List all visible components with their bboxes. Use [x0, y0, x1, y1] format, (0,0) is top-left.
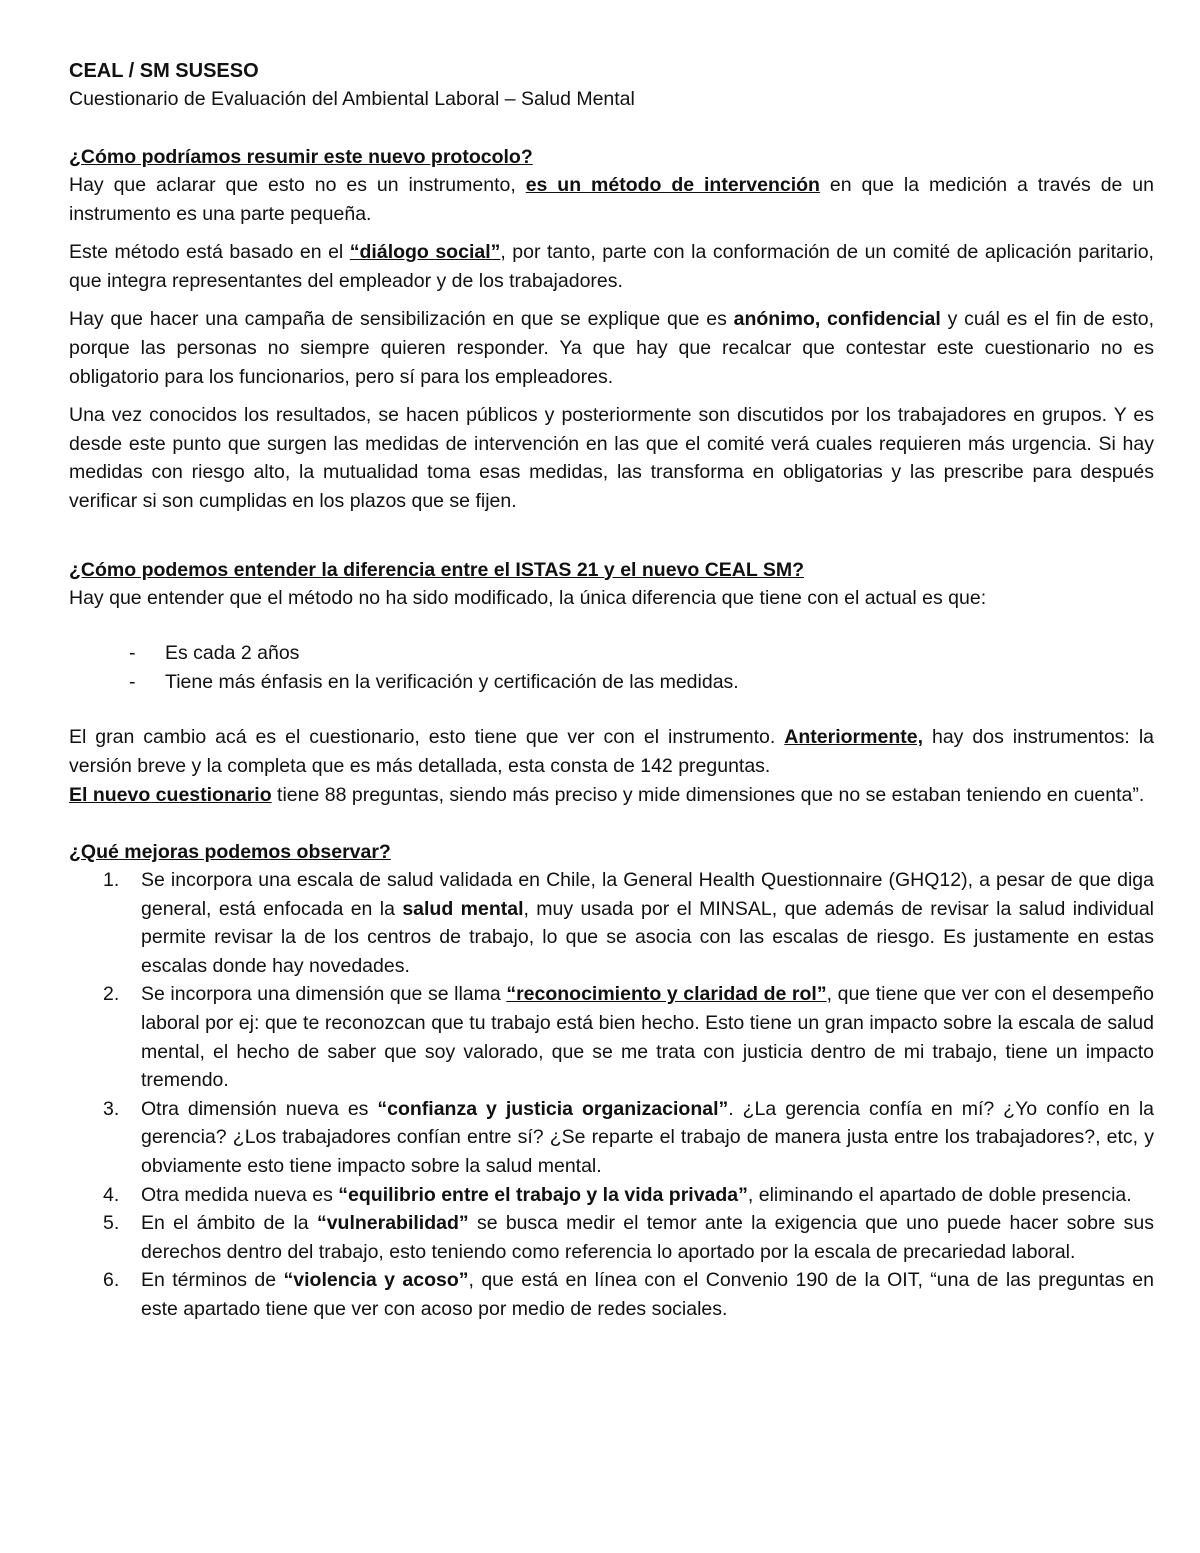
- section1-paragraph-1: Hay que aclarar que esto no es un instrumento, es un método de intervención en que la medición a través de un instrumento es una parte pequeña.: [69, 174, 1155, 225]
- list-item: 4. Otra medida nueva es “equilibrio entre el trabajo y la vida privada”, eliminando el apartado de doble presencia.: [103, 1183, 1132, 1206]
- emphasis-metodo-intervencion: es un método de intervención: [525, 174, 820, 196]
- section3-numbered-list: [69, 866, 1154, 1324]
- section2-paragraph-1: El gran cambio acá es el cuestionario, esto tiene que ver con el instrumento. Anteriormente, hay dos instrumentos: la versión breve y la completa que es más detallada, esta consta de 142 preguntas.: [69, 726, 1154, 777]
- document-page: [69, 57, 1154, 1324]
- document-subtitle: Cuestionario de Evaluación del Ambiental Laboral – Salud Mental: [69, 88, 635, 110]
- section3-heading: ¿Qué mejoras podemos observar?: [69, 841, 391, 864]
- list-item: - Tiene más énfasis en la verificación y certificación de las medidas.: [129, 670, 739, 693]
- list-item: 1. Se incorpora una escala de salud validada en Chile, la General Health Questionnaire (GHQ12), a pesar de que diga general, está enfocada en la salud mental, muy usada por el MINSAL, que además de revisar la salud individual permite revisar la de los centros de trabajo, lo que se asocia con las escalas de riesgo. Es justamente en estas escalas donde hay novedades.: [103, 869, 1154, 977]
- document-title: CEAL / SM SUSESO: [69, 60, 259, 82]
- list-item: 2. Se incorpora una dimensión que se llama “reconocimiento y claridad de rol”, que tiene que ver con el desempeño laboral por ej: que te reconozcan que tu trabajo está bien hecho. Esto tiene un gran impacto sobre la escala de salud mental, el hecho de saber que soy valorado, que se me trata con justicia dentro de mi trabajo, tiene un impacto tremendo.: [103, 983, 1155, 1092]
- list-item: 5. En el ámbito de la “vulnerabilidad” se busca medir el temor ante la exigencia que uno puede hacer sobre sus derechos dentro del trabajo, esto teniendo como referencia lo aportado por la escala de precariedad laboral.: [103, 1212, 1154, 1263]
- section2-heading: ¿Cómo podemos entender la diferencia entre el ISTAS 21 y el nuevo CEAL SM?: [69, 558, 805, 581]
- emphasis-anteriormente: Anteriormente,: [784, 726, 923, 749]
- section2-intro: Hay que entender que el método no ha sido modificado, la única diferencia que tiene con el actual es que:: [69, 586, 987, 609]
- section1-paragraph-4: Una vez conocidos los resultados, se hacen públicos y posteriormente son discutidos por los trabajadores en grupos. Y es desde este punto que surgen las medidas de intervención en las que el comité verá cuales requieren más urgencia. Si hay medidas con riesgo alto, la mutualidad toma esas medidas, las transforma en obligatorias y las prescribe para después verificar si son cumplidas en los plazos que se fijen.: [69, 404, 1154, 512]
- section2-bullet-list: [69, 639, 1154, 696]
- list-item: 6. En términos de “violencia y acoso”, que está en línea con el Convenio 190 de la OIT, “una de las preguntas en este apartado tiene que ver con acoso por medio de redes sociales.: [103, 1269, 1154, 1320]
- section2-paragraph-2: El nuevo cuestionario tiene 88 preguntas, siendo más preciso y mide dimensiones que no se estaban teniendo en cuenta”.: [69, 783, 1145, 806]
- section1-heading: ¿Cómo podríamos resumir este nuevo protocolo?: [69, 146, 533, 168]
- list-item: - Es cada 2 años: [129, 642, 300, 665]
- emphasis-nuevo-cuestionario: El nuevo cuestionario: [69, 783, 272, 806]
- section1-paragraph-3: Hay que hacer una campaña de sensibilización en que se explique que es anónimo, confidencial y cuál es el fin de esto, porque las personas no siempre quieren responder. Ya que hay que recalcar que contestar este cuestionario no es obligatorio para los funcionarios, pero sí para los empleadores.: [69, 308, 1154, 388]
- emphasis-anonimo: anónimo, confidencial: [733, 308, 941, 331]
- emphasis-dialogo-social: “diálogo social”: [349, 241, 501, 264]
- section1-paragraph-2: Este método está basado en el “diálogo social”, por tanto, parte con la conformación de un comité de aplicación paritario, que integra representantes del empleador y de los trabajadores.: [69, 241, 1154, 292]
- list-item: 3. Otra dimensión nueva es “confianza y justicia organizacional”. ¿La gerencia confía en mí? ¿Yo confío en la gerencia? ¿Los trabajadores confían entre sí? ¿Se reparte el trabajo de manera justa entre los trabajadores?, etc, y obviamente esto tiene impacto sobre la salud mental.: [103, 1097, 1154, 1178]
